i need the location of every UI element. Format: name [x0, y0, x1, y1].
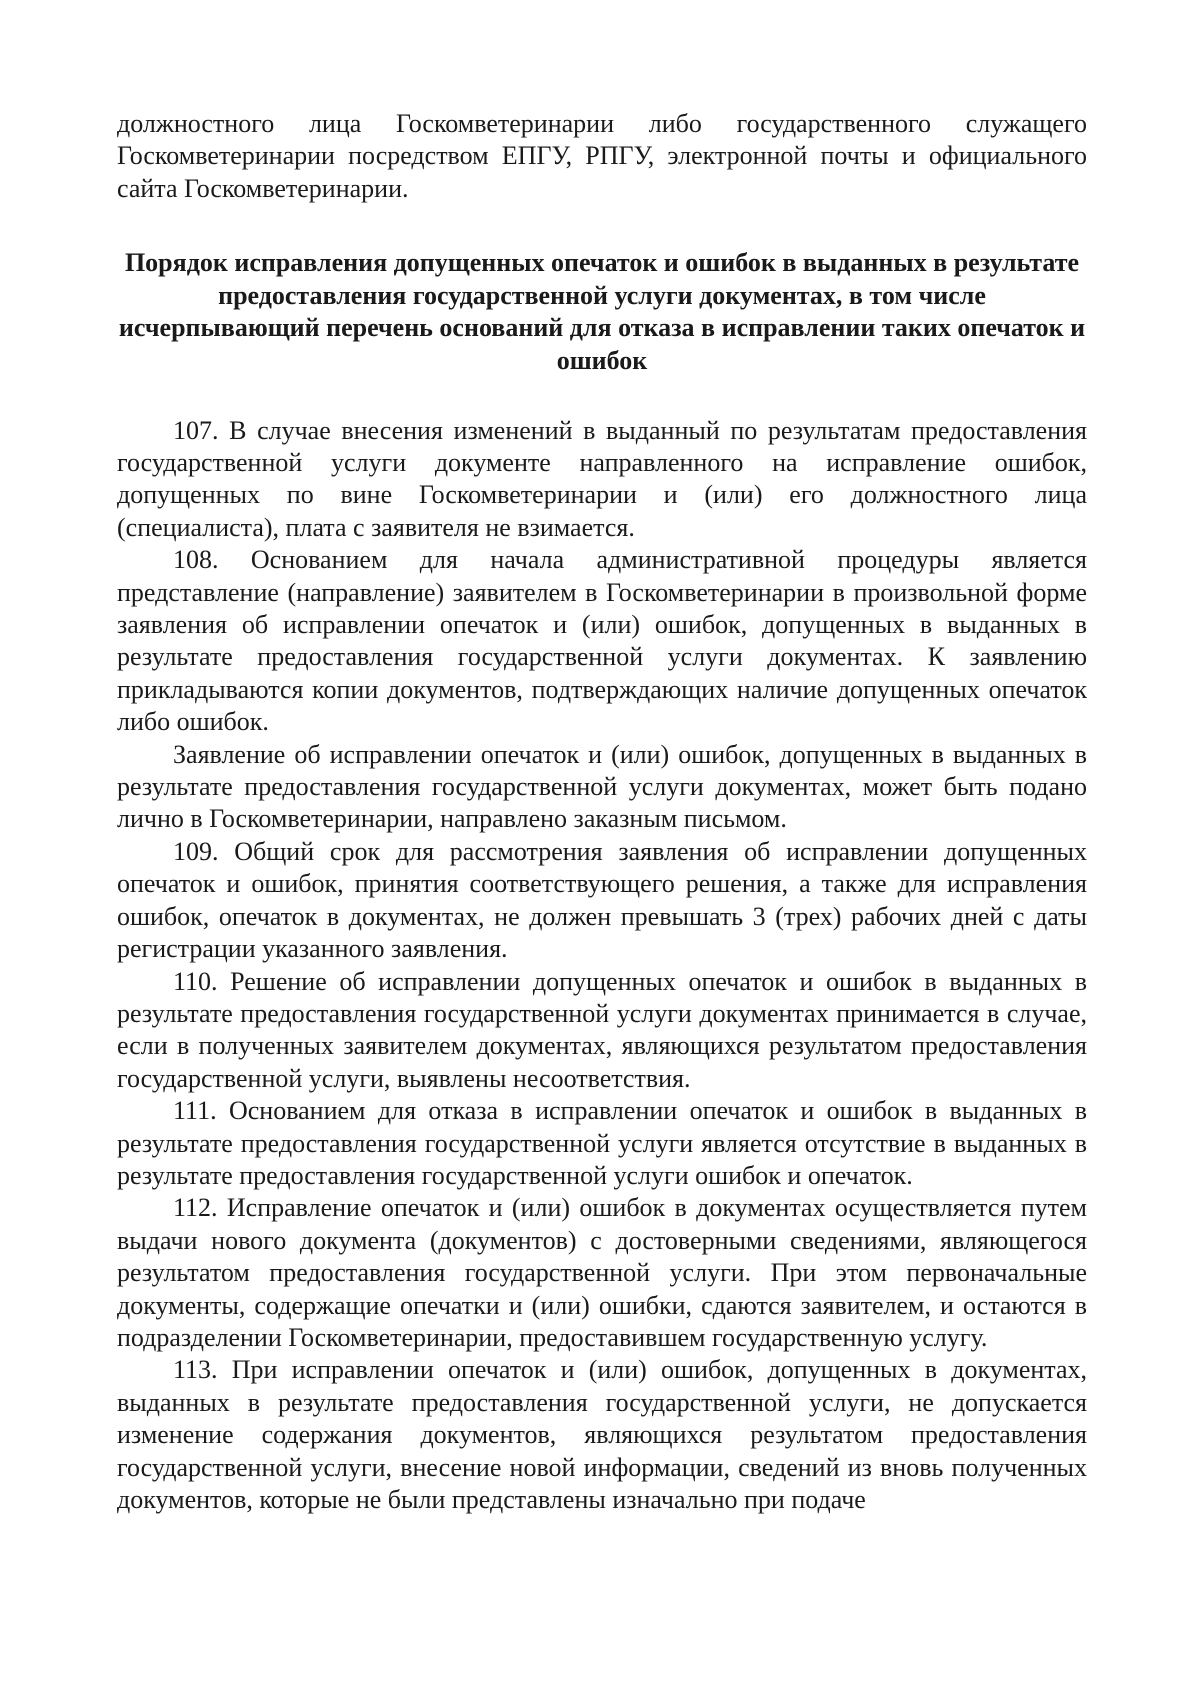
section-heading: Порядок исправления допущенных опечаток и ошибок в выданных в результате предоставления государственной услуги документах, в том числе исчерпывающий перечень оснований для отказа в исправлении таких опечаток и ошибок [118, 248, 1086, 375]
paragraph-112: 112. Исправление опечаток и (или) ошибок в документах осуществляется путем выдачи нового документа (документов) с достоверными сведениями, являющегося результатом предоставления государственной услуги. При этом первоначальные документы, содержащие опечатки и (или) ошибки, сдаются заявителем, и остаются в подразделении Госкомветеринарии, предоставившем государственную услугу. [117, 1193, 1087, 1352]
paragraph-111: 111. Основанием для отказа в исправлении опечаток и ошибок в выданных в результате предоставления государственной услуги является отсутствие в выданных в результате предоставления государственной услуги ошибок и опечаток. [117, 1096, 1087, 1190]
document-page [117, 108, 1087, 1516]
paragraph-107: 107. В случае внесения изменений в выданный по результатам предоставления государственной услуги документе направленного на исправление ошибок, допущенных по вине Госкомветеринарии и (или) его должностного лица (специалиста), плата с заявителя не взимается. [117, 415, 1087, 542]
paragraph-108-continuation: Заявление об исправлении опечаток и (или) ошибок, допущенных в выданных в результате предоставления государственной услуги документах, может быть подано лично в Госкомветеринарии, направлено заказным письмом. [117, 739, 1087, 834]
paragraph-108: 108. Основанием для начала административной процедуры является представление (направление) заявителем в Госкомветеринарии в произвольной форме заявления об исправлении опечаток и (или) ошибок, допущенных в выданных в результате предоставления государственной услуги документах. К заявлению прикладываются копии документов, подтверждающих наличие допущенных опечаток либо ошибок. [117, 545, 1087, 737]
paragraph-110: 110. Решение об исправлении допущенных опечаток и ошибок в выданных в результате предоставления государственной услуги документах принимается в случае, если в полученных заявителем документах, являющихся результатом предоставления государственной услуги, выявлены несоответствия. [117, 966, 1087, 1093]
paragraph-109: 109. Общий срок для рассмотрения заявления об исправлении допущенных опечаток и ошибок, принятия соответствующего решения, а также для исправления ошибок, опечаток в документах, не должен превышать 3 (трех) рабочих дней с даты регистрации указанного заявления. [117, 836, 1087, 964]
paragraph-113: 113. При исправлении опечаток и (или) ошибок, допущенных в документах, выданных в результате предоставления государственной услуги, не допускается изменение содержания документов, являющихся результатом предоставления государственной услуги, внесение новой информации, сведений из вновь полученных документов, которые не были представлены изначально при подаче [117, 1355, 1087, 1514]
intro-paragraph: должностного лица Госкомветеринарии либо государственного служащего Госкомветеринарии посредством ЕПГУ, РПГУ, электронной почты и официального сайта Госкомветеринарии. [117, 109, 1087, 203]
